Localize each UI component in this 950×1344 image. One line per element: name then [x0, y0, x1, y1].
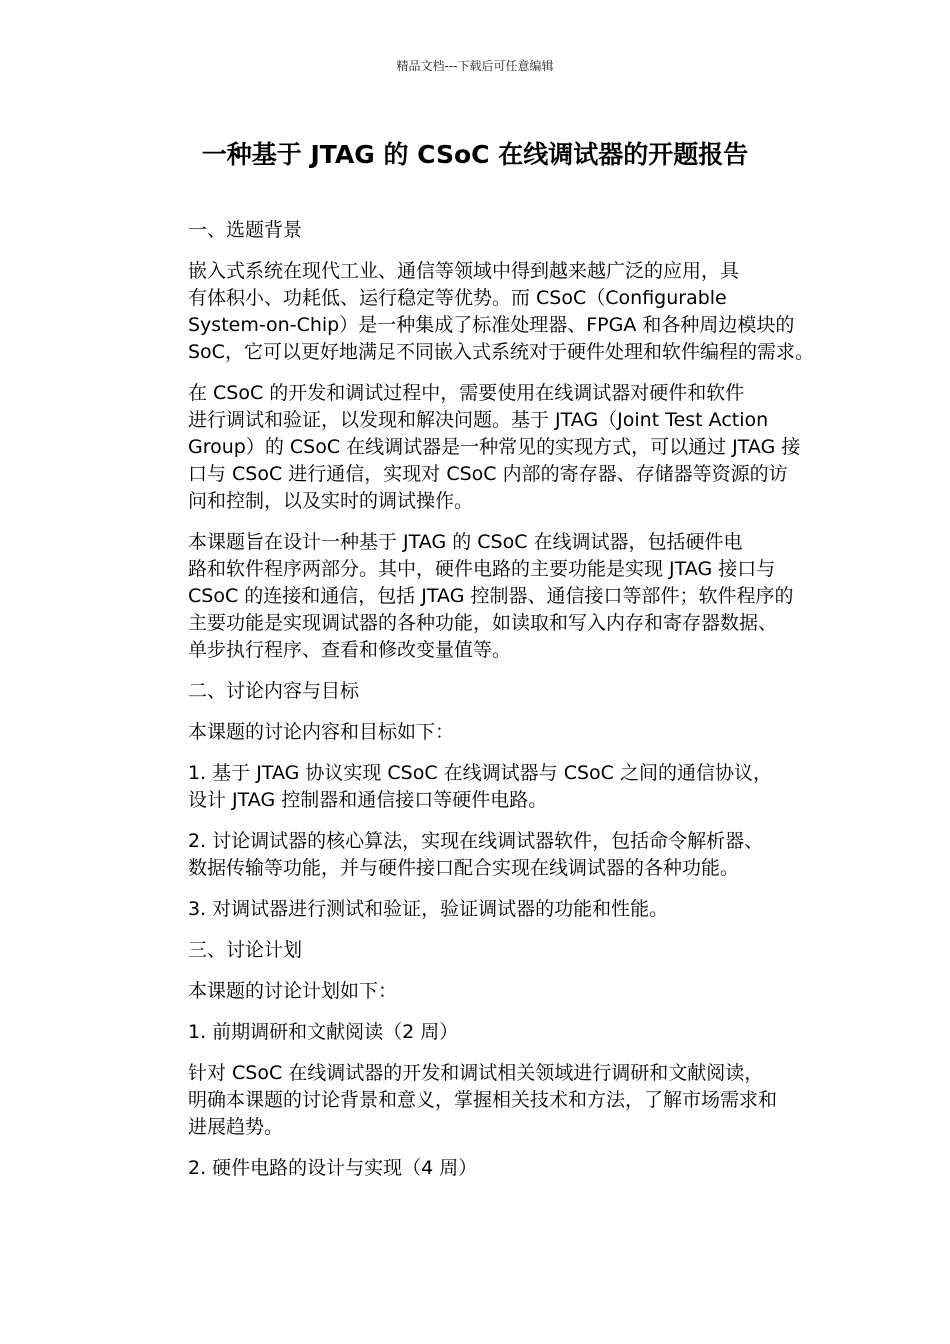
paragraph — [144, 828, 806, 882]
paragraph-line: 单步执行程序、查看和修改变量值等。 — [188, 639, 512, 661]
paragraph-line: SoC，它可以更好地满足不同嵌入式系统对于硬件处理和软件编程的需求。 — [188, 341, 814, 363]
paragraph-line: 嵌入式系统在现代工业、通信等领域中得到越来越广泛的应用，具 — [188, 260, 740, 282]
paragraph — [144, 937, 806, 964]
paragraph — [144, 896, 806, 923]
paragraph — [144, 678, 806, 705]
paragraph-line: 本课题旨在设计一种基于 JTAG 的 CSoC 在线调试器，包括硬件电 — [188, 531, 743, 553]
paragraph-line: 进展趋势。 — [188, 1116, 284, 1138]
paragraph — [144, 760, 806, 814]
paragraph-line: 路和软件程序两部分。其中，硬件电路的主要功能是实现 JTAG 接口与 — [188, 558, 776, 580]
paragraph-line: 本课题的讨论内容和目标如下： — [188, 721, 455, 743]
paragraph — [144, 1060, 806, 1141]
document-title: 一种基于 JTAG 的 CSoC 在线调试器的开题报告 — [201, 140, 749, 169]
paragraph-line: 2. 硬件电路的设计与实现（4 周） — [188, 1157, 478, 1179]
paragraph — [144, 1155, 806, 1182]
paragraph — [144, 529, 806, 664]
document-body — [144, 217, 814, 1196]
paragraph — [144, 978, 806, 1005]
paragraph-line: 3. 对调试器进行测试和验证，验证调试器的功能和性能。 — [188, 898, 669, 920]
paragraph-line: 数据传输等功能，并与硬件接口配合实现在线调试器的各种功能。 — [188, 857, 740, 879]
paragraph — [144, 380, 806, 515]
paragraph-line: 1. 前期调研和文献阅读（2 周） — [188, 1021, 459, 1043]
paragraph-line: 口与 CSoC 进行通信，实现对 CSoC 内部的寄存器、存储器等资源的访 — [188, 463, 788, 485]
paragraph-line: 1. 基于 JTAG 协议实现 CSoC 在线调试器与 CSoC 之间的通信协议， — [188, 762, 772, 784]
paragraph-line: 在 CSoC 的开发和调试过程中，需要使用在线调试器对硬件和软件 — [188, 382, 745, 404]
paragraph — [144, 217, 806, 244]
paragraph-line: 主要功能是实现调试器的各种功能，如读取和写入内存和寄存器数据、 — [188, 612, 778, 634]
page-header-note: 精品文档---下载后可任意编辑 — [396, 59, 554, 73]
paragraph-line: 设计 JTAG 控制器和通信接口等硬件电路。 — [188, 789, 548, 811]
paragraph-line: 问和控制，以及实时的调试操作。 — [188, 490, 474, 512]
paragraph-line: 有体积小、功耗低、运行稳定等优势。而 CSoC（Configurable — [188, 287, 727, 309]
paragraph-line: 一、选题背景 — [188, 219, 303, 241]
paragraph — [144, 258, 814, 366]
paragraph-line: 针对 CSoC 在线调试器的开发和调试相关领域进行调研和文献阅读， — [188, 1062, 764, 1084]
paragraph-line: 本课题的讨论计划如下： — [188, 980, 398, 1002]
paragraph-line: 进行调试和验证，以发现和解决问题。基于 JTAG（Joint Test Action — [188, 409, 769, 431]
paragraph — [144, 719, 806, 746]
paragraph-line: System-on-Chip）是一种集成了标准处理器、FPGA 和各种周边模块的 — [188, 314, 795, 336]
paragraph-line: 二、讨论内容与目标 — [188, 680, 360, 702]
paragraph-line: CSoC 的连接和通信，包括 JTAG 控制器、通信接口等部件；软件程序的 — [188, 585, 794, 607]
paragraph-line: 三、讨论计划 — [188, 939, 303, 961]
paragraph-line: 2. 讨论调试器的核心算法，实现在线调试器软件，包括命令解析器、 — [188, 830, 764, 852]
paragraph — [144, 1019, 806, 1046]
paragraph-line: Group）的 CSoC 在线调试器是一种常见的实现方式，可以通过 JTAG 接 — [188, 436, 801, 458]
paragraph-line: 明确本课题的讨论背景和意义，掌握相关技术和方法，了解市场需求和 — [188, 1089, 778, 1111]
